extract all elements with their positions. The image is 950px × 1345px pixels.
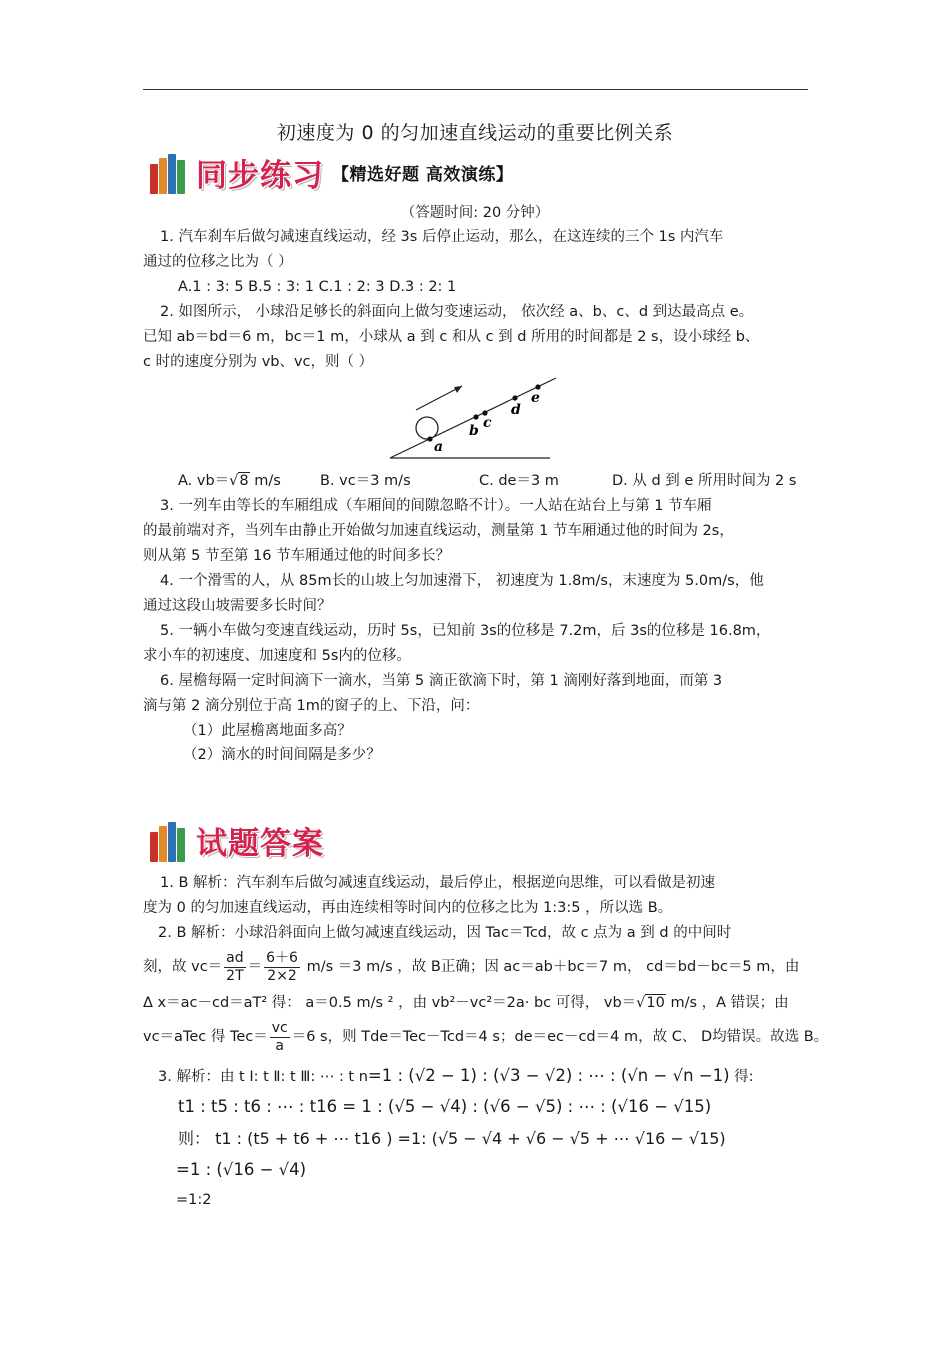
q2-line2: 已知 ab＝bd＝6 m，bc＝1 m，小球从 a 到 c 和从 c 到 d 所用的时间都是 2 s，设小球经 b、 xyxy=(143,329,760,345)
q1-line1: 1. 汽车刹车后做匀减速直线运动，经 3s 后停止运动，那么，在这连续的三个 1s 内汽车 xyxy=(160,229,724,245)
banner-title: 同步练习 xyxy=(196,158,324,194)
q5-line2: 求小车的初速度、加速度和 5s内的位移。 xyxy=(143,648,411,664)
section-banner-practice xyxy=(150,150,513,195)
page-title: 初速度为 0 的匀加速直线运动的重要比例关系 xyxy=(276,122,674,144)
q2-option-d: D. 从 d 到 e 所用时间为 2 s xyxy=(612,473,797,489)
q1-options: A.1 : 3: 5 B.5 : 3: 1 C.1 : 2: 3 D.3 : 2: 1 xyxy=(178,279,457,295)
q6-line1: 6. 屋檐每隔一定时间滴下一滴水，当第 5 滴正欲滴下时，第 1 滴刚好落到地面，而第 3 xyxy=(160,673,723,689)
q2-option-a: A. vb＝√8 m/s xyxy=(178,473,281,489)
books-icon xyxy=(150,152,190,194)
q3-line2: 的最前端对齐，当列车由静止开始做匀加速直线运动，测量第 1 节车厢通过他的时间为 2s， xyxy=(143,523,734,539)
incline-diagram xyxy=(380,372,560,462)
q6-line2: 滴与第 2 滴分别位于高 1m的窗子的上、下沿，问： xyxy=(143,698,480,714)
a2-line4: vc＝aTec 得 Tec＝ $\frac{vc}{a}$ ＝6 s，则 Tde＝Tec－Tcd＝4 s；de＝ec－cd＝4 m，故 C、 D均错误。故选 B。 xyxy=(143,1019,829,1054)
q6-sub2: （2）滴水的时间间隔是多少？ xyxy=(183,747,381,763)
banner-subtitle: 【精选好题 高效演练】 xyxy=(332,165,514,185)
time-note: （答题时间: 20 分钟） xyxy=(400,205,550,221)
point-label-c: c xyxy=(483,415,492,431)
q2-line3: c 时的速度分别为 vb、vc，则（ ） xyxy=(143,354,374,370)
q2-line1: 2. 如图所示， 小球沿足够长的斜面向上做匀变速运动， 依次经 a、b、c、d 到达最高点 e。 xyxy=(160,304,754,320)
a3-line2: t1 : t5 : t6 : ⋯ : t16 = 1 : (√5 − √4) : (√6 − √5) : ⋯ : (√16 − √15) xyxy=(178,1097,712,1116)
point-label-e: e xyxy=(531,390,540,406)
point-label-b: b xyxy=(469,423,479,439)
point-label-d: d xyxy=(511,402,521,418)
q3-line1: 3. 一列车由等长的车厢组成（车厢间的间隙忽略不计）。一人站在站台上与第 1 节车厢 xyxy=(160,498,712,514)
a2-line2: 刻，故 vc＝ $\frac{ad}{2T}$ ＝ $\frac{6+6}{2\times 2}$ m/s ＝3 m/s ，故 B正确；因 ac＝ab＋bc＝7 m， cd＝bd－bc＝5 m，由 xyxy=(143,949,800,984)
a1-line1: 1. B 解析：汽车刹车后做匀减速直线运动，最后停止，根据逆向思维，可以看做是初速 xyxy=(160,875,715,891)
books-icon xyxy=(150,820,190,862)
q5-line1: 5. 一辆小车做匀变速直线运动，历时 5s，已知前 3s的位移是 7.2m，后 3s的位移是 16.8m， xyxy=(160,623,771,639)
a3-line4: =1 : (√16 − √4) xyxy=(176,1160,307,1179)
a1-line2: 度为 0 的匀加速直线运动，再由连续相等时间内的位移之比为 1:3:5 ，所以选 B。 xyxy=(143,900,673,916)
a2-line1: 2. B 解析：小球沿斜面向上做匀减速直线运动，因 Tac＝Tcd，故 c 点为 a 到 d 的中间时 xyxy=(158,925,732,941)
a3-line5: =1:2 xyxy=(176,1192,212,1208)
a2-line3: Δ x＝ac－cd＝aT² 得： a＝0.5 m/s ² ，由 vb²－vc²＝2a· bc 可得， vb＝√10 m/s ，A 错误；由 xyxy=(143,995,789,1011)
point-label-a: a xyxy=(434,439,444,455)
header-rule xyxy=(143,89,808,90)
q2-option-c: C. de＝3 m xyxy=(479,473,559,489)
section-banner-answers xyxy=(150,818,324,863)
a3-line3: 则： t1 : (t5 + t6 + ⋯ t16 ) =1: (√5 − √4 + √6 − √5 + ⋯ √16 − √15) xyxy=(178,1129,726,1148)
q1-line2: 通过的位移之比为（ ） xyxy=(143,254,293,270)
q3-line3: 则从第 5 节至第 16 节车厢通过他的时间多长？ xyxy=(143,548,451,564)
q6-sub1: （1）此屋檐离地面多高？ xyxy=(183,723,352,739)
banner-title: 试题答案 xyxy=(196,826,324,862)
q4-line2: 通过这段山坡需要多长时间？ xyxy=(143,598,332,614)
q4-line1: 4. 一个滑雪的人，从 85m长的山坡上匀加速滑下， 初速度为 1.8m/s，末速度为 5.0m/s，他 xyxy=(160,573,764,589)
q2-option-b: B. vc＝3 m/s xyxy=(320,473,411,489)
a3-line1: 3. 解析：由 t Ⅰ: t Ⅱ: t Ⅲ: ⋯ : t n=1 : (√2 − 1) : (√3 − √2) : ⋯ : (√n − √n −1) 得: xyxy=(158,1066,754,1085)
